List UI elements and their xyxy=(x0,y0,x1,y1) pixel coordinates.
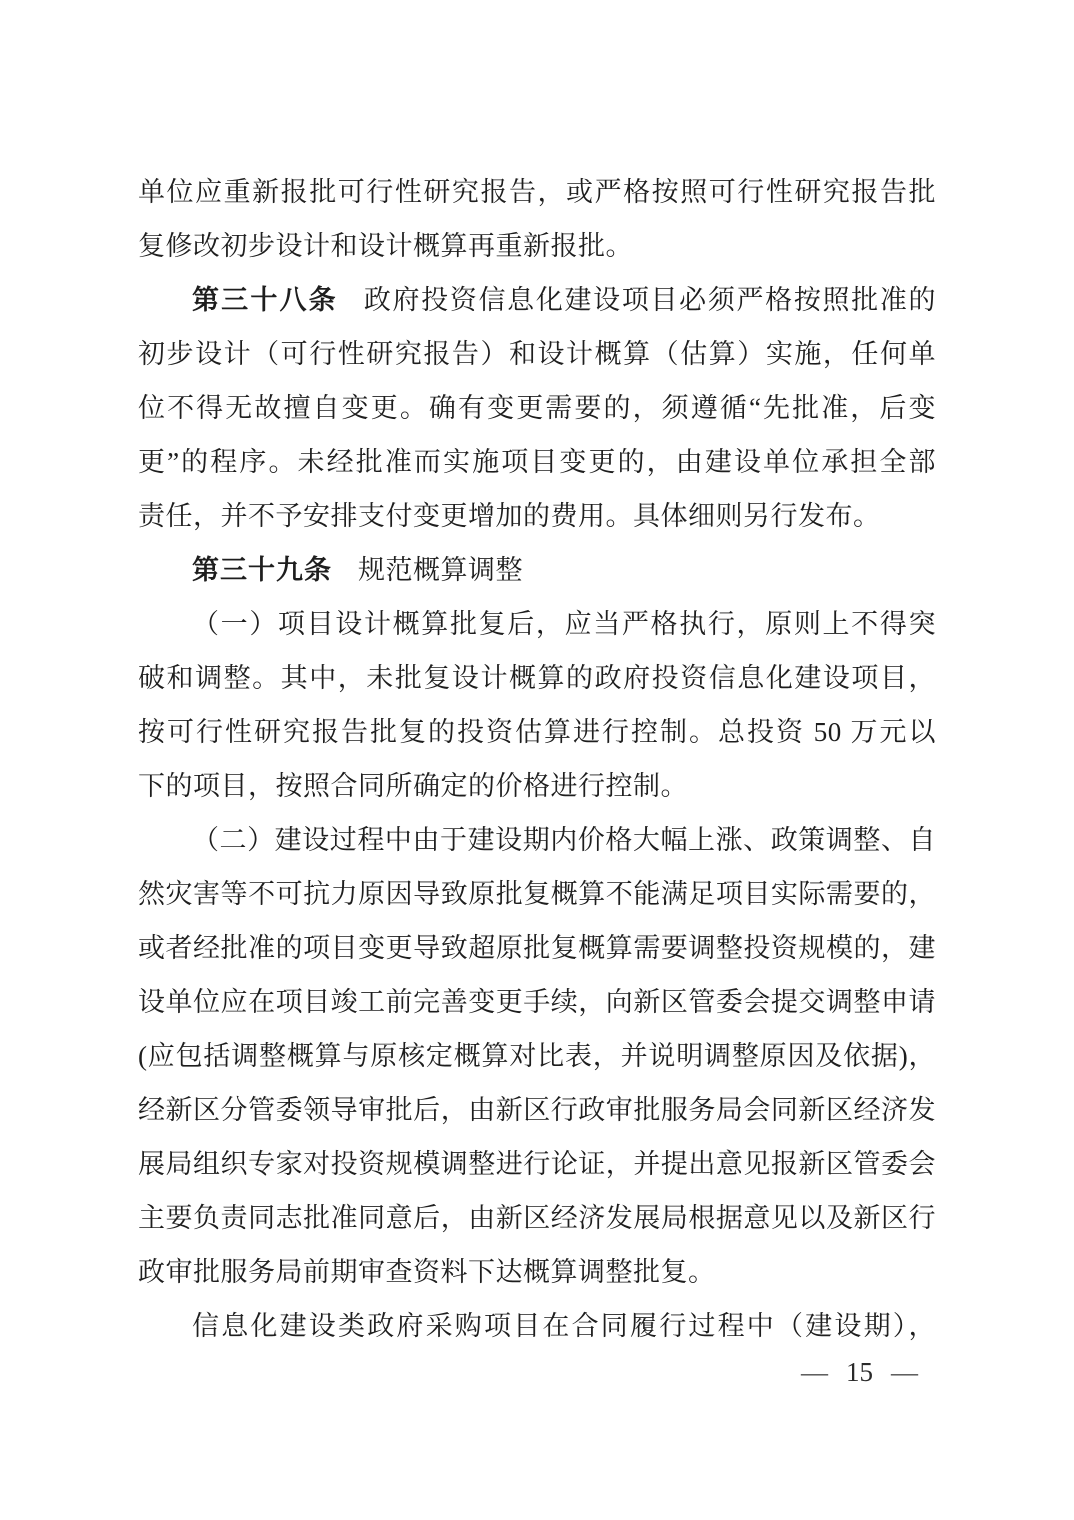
document-line-text: 规范概算调整 xyxy=(358,555,523,585)
article-number-heading: 第三十九条 xyxy=(192,555,332,585)
document-line: 然灾害等不可抗力原因导致原批复概算不能满足项目实际需要的， xyxy=(138,879,936,909)
document-line: 位不得无故擅自变更。确有变更需要的，须遵循“先批准，后变 xyxy=(138,393,936,423)
document-line: （一）项目设计概算批复后，应当严格执行，原则上不得突 xyxy=(192,609,936,639)
page-footer xyxy=(783,1352,936,1392)
document-line: 按可行性研究报告批复的投资估算进行控制。总投资 50 万元以 xyxy=(138,717,936,747)
document-line: 初步设计（可行性研究报告）和设计概算（估算）实施，任何单 xyxy=(138,339,936,369)
document-line xyxy=(138,273,936,327)
document-line: 设单位应在项目竣工前完善变更手续，向新区管委会提交调整申请 xyxy=(138,987,936,1017)
document-line: (应包括调整概算与原核定概算对比表，并说明调整原因及依据)， xyxy=(138,1041,936,1071)
document-text-block xyxy=(138,165,936,1353)
document-line: 或者经批准的项目变更导致超原批复概算需要调整投资规模的，建 xyxy=(138,933,936,963)
document-line: 信息化建设类政府采购项目在合同履行过程中（建设期）， xyxy=(192,1311,936,1341)
document-line-text: 政府投资信息化建设项目必须严格按照批准的 xyxy=(363,285,936,315)
footer-right-dash: — xyxy=(891,1357,918,1387)
document-line: 责任，并不予安排支付变更增加的费用。具体细则另行发布。 xyxy=(138,501,881,531)
document-line: 主要负责同志批准同意后，由新区经济发展局根据意见以及新区行 xyxy=(138,1203,936,1233)
document-line: 展局组织专家对投资规模调整进行论证，并提出意见报新区管委会 xyxy=(138,1149,936,1179)
document-line: 政审批服务局前期审查资料下达概算调整批复。 xyxy=(138,1257,716,1287)
document-line: 下的项目，按照合同所确定的价格进行控制。 xyxy=(138,771,688,801)
document-line: 更”的程序。未经批准而实施项目变更的，由建设单位承担全部 xyxy=(138,447,936,477)
document-line xyxy=(138,543,936,597)
document-line: 经新区分管委领导审批后，由新区行政审批服务局会同新区经济发 xyxy=(138,1095,936,1125)
document-line: 复修改初步设计和设计概算再重新报批。 xyxy=(138,231,633,261)
document-line: 破和调整。其中，未批复设计概算的政府投资信息化建设项目， xyxy=(138,663,936,693)
document-line: 单位应重新报批可行性研究报告，或严格按照可行性研究报告批 xyxy=(138,177,936,207)
document-line: （二）建设过程中由于建设期内价格大幅上涨、政策调整、自 xyxy=(192,825,936,855)
page-number: 15 xyxy=(846,1357,873,1387)
article-number-heading: 第三十八条 xyxy=(192,285,338,315)
footer-left-dash: — xyxy=(801,1357,828,1387)
